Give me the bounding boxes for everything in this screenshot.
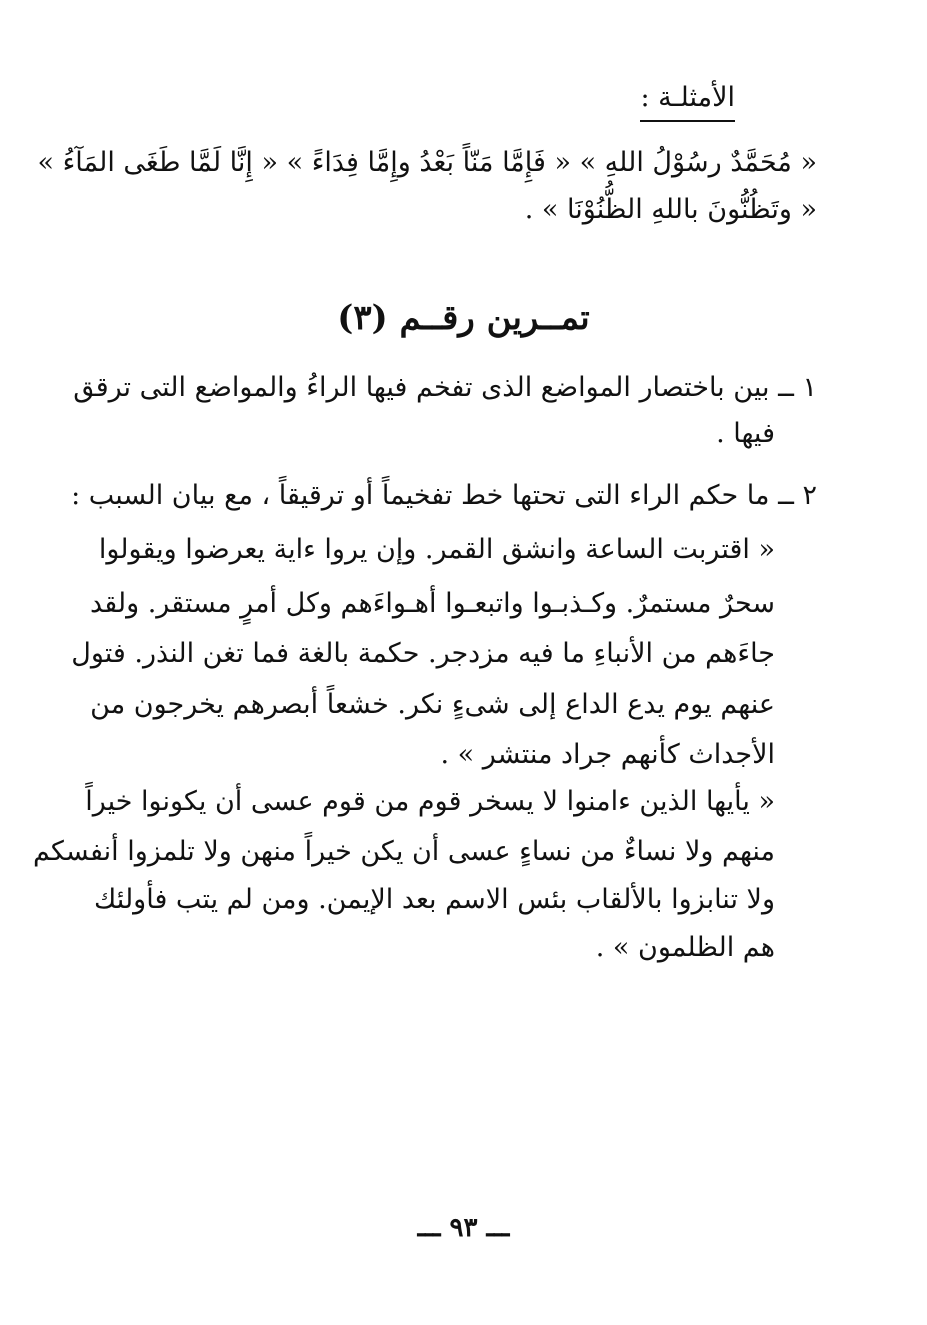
verse-1-line: عنهم يوم يدع الداع إلى شىءٍ نكر. خشعاً أبصرهم يخرجون من xyxy=(90,689,775,720)
page-number: ـــ ٩٣ ـــ xyxy=(417,1213,510,1243)
question-2-intro: ٢ ــ ما حكم الراء التى تحتها خط تفخيماً أو ترقيقاً ، مع بيان السبب : xyxy=(71,480,817,511)
verse-1-line: الأجداث كأنهم جراد منتشر » . xyxy=(440,739,775,770)
verse-1-line: « اقتربت الساعة وانشق القمر. وإن يروا ءاية يعرضوا ويقولوا xyxy=(98,534,775,565)
exercise-title: تمــرين رقــم (٣) xyxy=(337,298,590,338)
verse-2-line: هم الظلمون » . xyxy=(595,932,775,963)
examples-line-1: « مُحَمَّدٌ رسُوْلُ اللهِ » « فَإِمَّا مَنّاً بَعْدُ وإِمَّا فِدَاءً » « إِنَّا لَمَّا طَغَى المَآءُ » xyxy=(37,147,817,178)
verse-2-line: « يأيها الذين ءامنوا لا يسخر قوم من قوم عسى أن يكونوا خيراً xyxy=(85,786,775,817)
verse-2-line: منهم ولا نساءٌ من نساءٍ عسى أن يكن خيراً منهن ولا تلمزوا أنفسكم xyxy=(33,836,775,867)
question-1-line-1: ١ ــ بين باختصار المواضع الذى تفخم فيها الراءُ والمواضع التى ترقق xyxy=(73,372,817,403)
question-1-line-2: فيها . xyxy=(716,418,775,449)
examples-line-2: « وتَظُنُّونَ باللهِ الظُّنُوْنَا » . xyxy=(524,194,817,225)
verse-1-line: جاءَهم من الأنباءِ ما فيه مزدجر. حكمة بالغة فما تغن النذر. فتول xyxy=(71,638,775,669)
examples-heading: الأمثلـة : xyxy=(640,78,735,122)
verse-1-line: سحرٌ مستمرٌ. وكـذبـوا واتبعـوا أهـواءَهم وكل أمرٍ مستقر. ولقد xyxy=(90,588,775,619)
verse-2-line: ولا تنابزوا بالألقاب بئس الاسم بعد الإيمن. ومن لم يتب فأولئك xyxy=(94,884,775,915)
